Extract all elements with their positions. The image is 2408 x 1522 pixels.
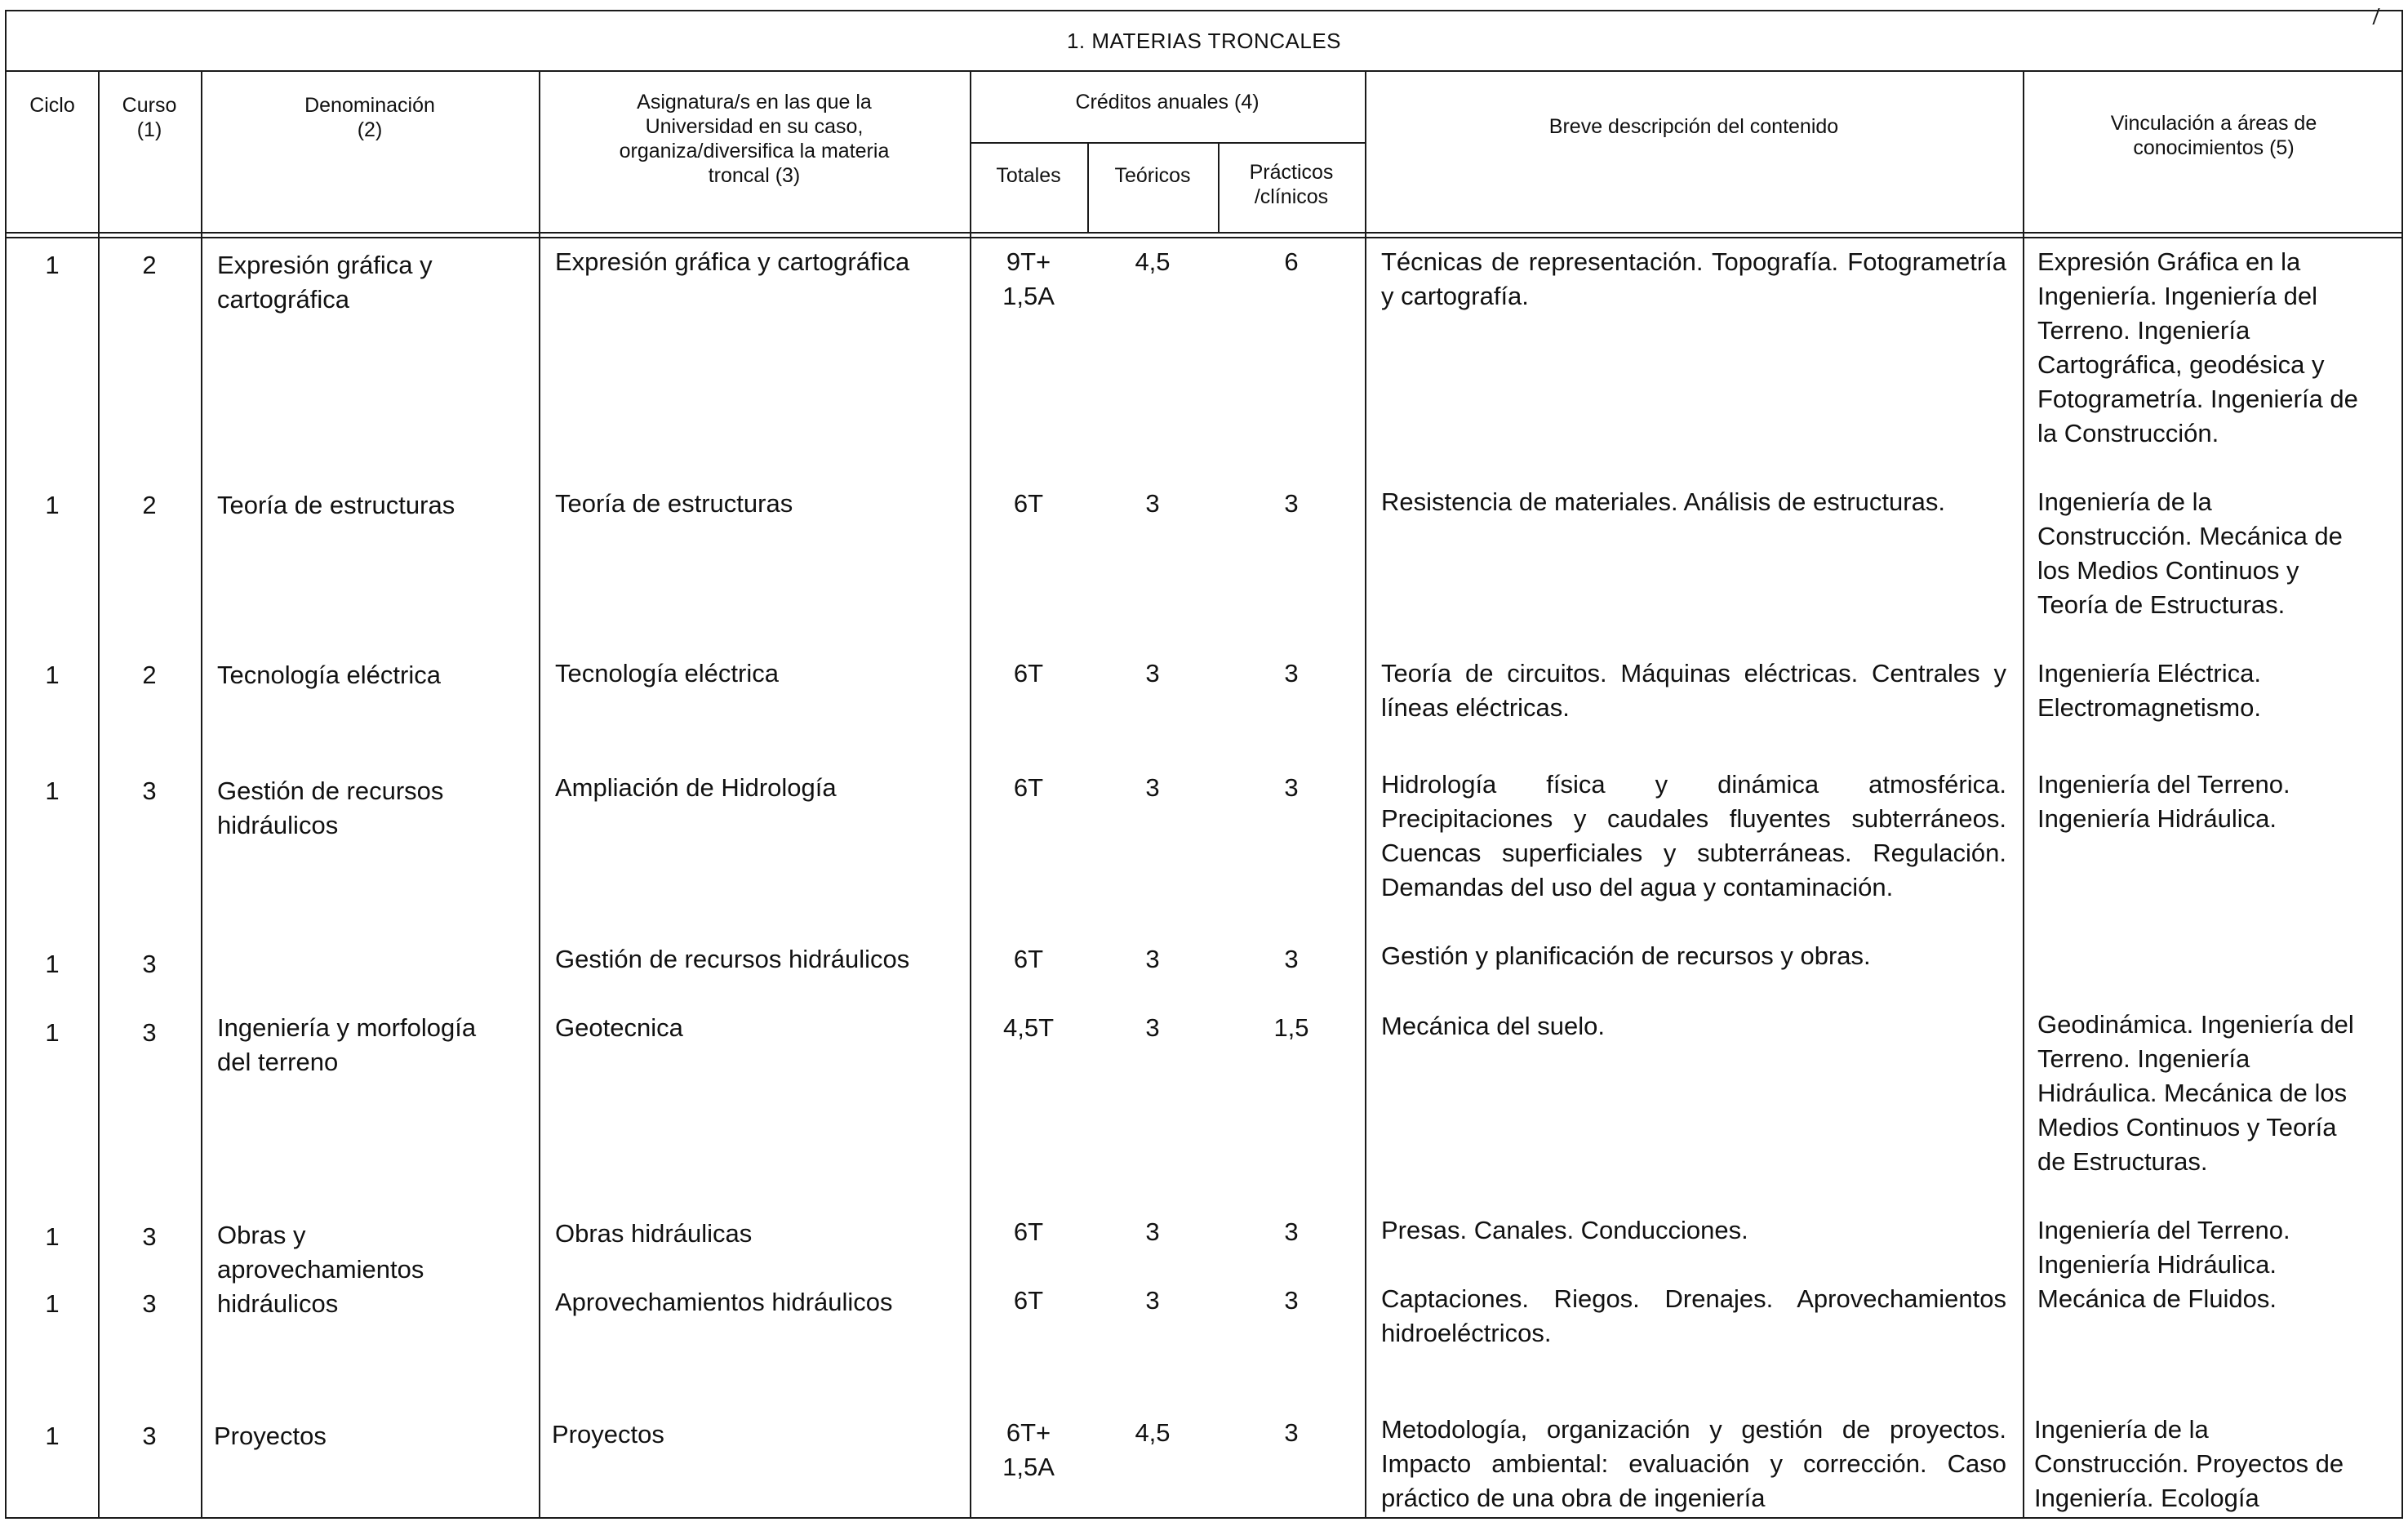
cell-asignatura: Obras hidráulicas bbox=[555, 1219, 753, 1248]
cell-ciclo: 1 bbox=[45, 1018, 60, 1047]
cell-practicos: 3 bbox=[1284, 773, 1299, 802]
cell-denominacion: Gestión de recursos hidráulicos bbox=[217, 777, 444, 839]
cell-denominacion: Obras y aprovechamientos hidráulicos bbox=[217, 1221, 424, 1318]
cell-vinculacion: Ingeniería del Terreno. Ingeniería Hidráulica. bbox=[2037, 770, 2290, 833]
header-bottom-line bbox=[7, 237, 2401, 238]
cell-ciclo: 1 bbox=[45, 491, 60, 519]
cell-teoricos: 3 bbox=[1145, 1217, 1160, 1246]
cell-curso: 2 bbox=[142, 661, 157, 689]
cell-denominacion: Proyectos bbox=[214, 1422, 327, 1450]
cell-practicos: 3 bbox=[1284, 1286, 1299, 1315]
cell-descripcion: Teoría de circuitos. Máquinas eléctricas. Centrales y líneas eléctricas. bbox=[1381, 659, 2006, 722]
cell-vinculacion: Geodinámica. Ingeniería del Terreno. Ingeniería Hidráulica. Mecánica de los Medios Continuos y Teoría de Estructuras. bbox=[2037, 1010, 2354, 1176]
header-totales: Totales bbox=[996, 164, 1061, 187]
cell-curso: 3 bbox=[142, 1222, 157, 1251]
cell-ciclo: 1 bbox=[45, 950, 60, 978]
cell-practicos: 3 bbox=[1284, 659, 1299, 688]
col-divider bbox=[539, 72, 540, 1519]
cell-practicos: 3 bbox=[1284, 489, 1299, 518]
cell-ciclo: 1 bbox=[45, 661, 60, 689]
cell-vinculacion: Ingeniería de la Construcción. Proyectos de Ingeniería. Ecología bbox=[2034, 1415, 2344, 1512]
cell-descripcion: Mecánica del suelo. bbox=[1381, 1012, 1605, 1040]
cell-practicos: 3 bbox=[1284, 1418, 1299, 1447]
cell-ciclo: 1 bbox=[45, 1222, 60, 1251]
header-curso: Curso (1) bbox=[122, 94, 177, 141]
cell-practicos: 3 bbox=[1284, 945, 1299, 973]
cell-teoricos: 4,5 bbox=[1135, 247, 1171, 276]
header-descripcion: Breve descripción del contenido bbox=[1548, 115, 1839, 138]
cell-descripcion: Metodología, organización y gestión de proyectos. Impacto ambiental: evaluación y corrección. Caso práctico de una obra de ingeniería bbox=[1381, 1415, 2006, 1512]
cell-descripcion: Captaciones. Riegos. Drenajes. Aprovechamientos hidroeléctricos. bbox=[1381, 1284, 2006, 1347]
cell-descripcion: Presas. Canales. Conducciones. bbox=[1381, 1216, 1748, 1244]
cell-teoricos: 3 bbox=[1145, 1013, 1160, 1042]
cell-totales: 9T+ 1,5A bbox=[1002, 247, 1055, 310]
cell-curso: 2 bbox=[142, 251, 157, 279]
cell-practicos: 6 bbox=[1284, 247, 1299, 276]
header-ciclo: Ciclo bbox=[29, 94, 75, 117]
cell-practicos: 1,5 bbox=[1273, 1013, 1309, 1042]
cell-practicos: 3 bbox=[1284, 1217, 1299, 1246]
cell-asignatura: Teoría de estructuras bbox=[555, 489, 793, 518]
header-denominacion: Denominación (2) bbox=[304, 94, 435, 141]
cell-denominacion: Expresión gráfica y cartográfica bbox=[217, 251, 433, 314]
cell-teoricos: 3 bbox=[1145, 489, 1160, 518]
cell-teoricos: 3 bbox=[1145, 945, 1160, 973]
cell-asignatura: Tecnología eléctrica bbox=[555, 659, 779, 688]
cell-descripcion: Técnicas de representación. Topografía. Fotogrametría y cartografía. bbox=[1381, 247, 2006, 310]
header-vinculacion: Vinculación a áreas de conocimientos (5) bbox=[2110, 112, 2317, 159]
header-practicos: Prácticos /clínicos bbox=[1249, 161, 1334, 208]
cell-ciclo: 1 bbox=[45, 1289, 60, 1318]
cell-totales: 6T bbox=[1013, 773, 1044, 802]
cell-totales: 6T bbox=[1013, 1217, 1044, 1246]
header-creditos: Créditos anuales (4) bbox=[1075, 91, 1260, 113]
cell-teoricos: 3 bbox=[1145, 773, 1160, 802]
cell-curso: 3 bbox=[142, 950, 157, 978]
cell-ciclo: 1 bbox=[45, 777, 60, 805]
cell-asignatura: Ampliación de Hidrología bbox=[555, 773, 837, 802]
cell-totales: 6T bbox=[1013, 1286, 1044, 1315]
table-title: 1. MATERIAS TRONCALES bbox=[7, 11, 2401, 72]
cell-asignatura: Aprovechamientos hidráulicos bbox=[555, 1288, 893, 1316]
cell-totales: 6T bbox=[1013, 945, 1044, 973]
cell-totales: 4,5T bbox=[1002, 1013, 1055, 1042]
cell-curso: 3 bbox=[142, 777, 157, 805]
cell-curso: 3 bbox=[142, 1018, 157, 1047]
cell-totales: 6T bbox=[1013, 659, 1044, 688]
cell-denominacion: Teoría de estructuras bbox=[217, 491, 455, 519]
cell-vinculacion: Ingeniería de la Construcción. Mecánica de los Medios Continuos y Teoría de Estructuras. bbox=[2037, 487, 2343, 619]
cell-asignatura: Geotecnica bbox=[555, 1013, 683, 1042]
header-teoricos: Teóricos bbox=[1114, 164, 1191, 187]
cell-vinculacion: Ingeniería Eléctrica. Electromagnetismo. bbox=[2037, 659, 2261, 722]
cell-curso: 3 bbox=[142, 1422, 157, 1450]
troncales-table bbox=[5, 10, 2403, 1519]
cell-descripcion: Hidrología física y dinámica atmosférica. Precipitaciones y caudales fluyentes subterráneos. Cuencas superficiales y subterráneas. Regulación. Demandas del uso del agua y contaminación. bbox=[1381, 770, 2006, 901]
cell-asignatura: Gestión de recursos hidráulicos bbox=[555, 945, 910, 973]
cell-ciclo: 1 bbox=[45, 251, 60, 279]
header-bottom-line bbox=[7, 232, 2401, 234]
cell-vinculacion: Ingeniería del Terreno. Ingeniería Hidráulica. Mecánica de Fluidos. bbox=[2037, 1216, 2290, 1313]
cell-teoricos: 4,5 bbox=[1135, 1418, 1171, 1447]
cell-asignatura: Proyectos bbox=[552, 1420, 664, 1449]
col-divider bbox=[201, 72, 202, 1519]
cell-vinculacion: Expresión Gráfica en la Ingeniería. Ingeniería del Terreno. Ingeniería Cartográfica, geodésica y Fotogrametría. Ingeniería de la Construcción. bbox=[2037, 247, 2358, 447]
cell-asignatura: Expresión gráfica y cartográfica bbox=[555, 247, 910, 276]
header-asignaturas: Asignatura/s en las que la Universidad en su caso, organiza/diversifica la materia troncal (3) bbox=[619, 91, 890, 187]
cell-descripcion: Gestión y planificación de recursos y obras. bbox=[1381, 941, 1871, 970]
cell-totales: 6T bbox=[1013, 489, 1044, 518]
cell-curso: 2 bbox=[142, 491, 157, 519]
cell-totales: 6T+ 1,5A bbox=[1002, 1418, 1055, 1481]
cell-ciclo: 1 bbox=[45, 1422, 60, 1450]
cell-descripcion: Resistencia de materiales. Análisis de estructuras. bbox=[1381, 487, 1945, 516]
col-divider bbox=[2023, 72, 2024, 1519]
cell-denominacion: Ingeniería y morfología del terreno bbox=[217, 1013, 477, 1076]
col-divider bbox=[1365, 72, 1366, 1519]
credits-divider bbox=[970, 142, 1365, 144]
cell-teoricos: 3 bbox=[1145, 659, 1160, 688]
cell-teoricos: 3 bbox=[1145, 1286, 1160, 1315]
cell-curso: 3 bbox=[142, 1289, 157, 1318]
cell-denominacion: Tecnología eléctrica bbox=[217, 661, 441, 689]
